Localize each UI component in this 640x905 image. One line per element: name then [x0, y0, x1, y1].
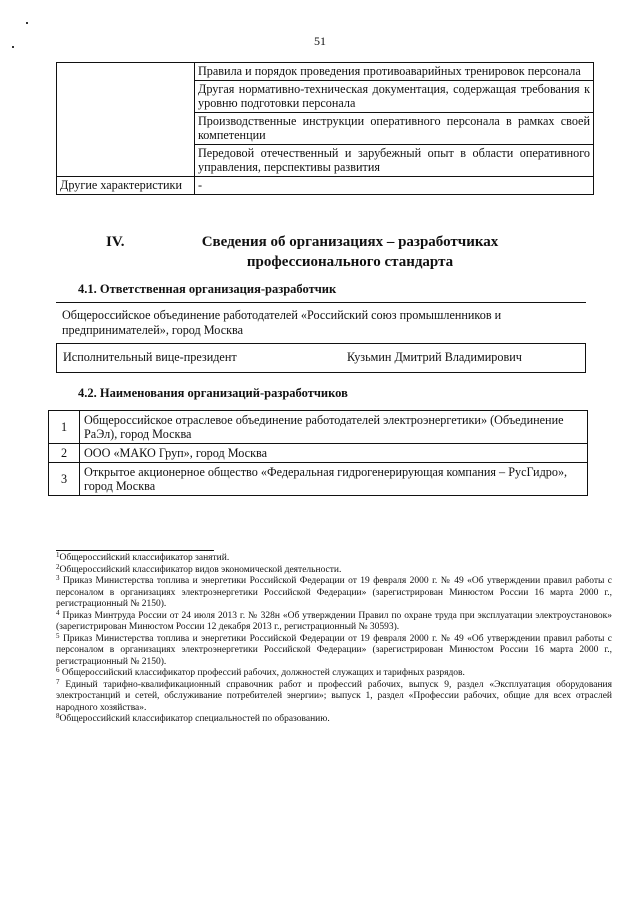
footnote-mark: 7 — [56, 677, 60, 686]
footnote-divider — [56, 550, 214, 551]
footnote-mark: 4 — [56, 608, 60, 617]
qualification-table — [56, 62, 594, 195]
table-row — [49, 444, 588, 463]
developer-name: Открытое акционерное общество «Федеральная гидрогенерирующая компания – РусГидро», город Москва — [80, 463, 588, 496]
responsible-signatory — [56, 343, 586, 373]
footnote — [56, 576, 612, 611]
footnote — [56, 608, 612, 634]
section-title — [60, 232, 600, 272]
footnote-mark: 8 — [56, 712, 60, 720]
table-cell-right: Правила и порядок проведения противоаварийных тренировок персонала — [195, 63, 594, 81]
footnote-mark: 3 — [56, 574, 60, 582]
developer-name: Общероссийское отраслевое объединение работодателей электроэнергетики» (Объединение РаЭл), город Москва — [80, 411, 588, 444]
table-cell-right: Другая нормативно-техническая документация, содержащая требования к уровню подготовки персонала — [195, 81, 594, 113]
footnote-text: Общероссийский классификатор занятий. — [59, 553, 230, 563]
footnote-mark: 5 — [56, 631, 60, 640]
responsible-heading: 4.1. Ответственная организация-разработчик — [78, 282, 337, 296]
footnote-text: Приказ Минтруда России от 24 июля 2013 г. № 328н «Об утверждении Правил по охране труда при эксплуатации электроустановок» (зарегистрирован Минюстом России 12 декабря 2013 г., регистрационный № 30593). — [56, 610, 612, 632]
footnote — [56, 677, 613, 715]
footnote — [56, 553, 612, 565]
page-number: 51 — [314, 34, 326, 48]
signatory-name: Кузьмин Дмитрий Владимирович — [347, 350, 522, 364]
footnotes — [56, 553, 612, 726]
other-characteristics-label: Другие характеристики — [57, 177, 195, 195]
section-heading-text: Сведения об организациях – разработчиках профессионального стандарта — [201, 234, 499, 270]
footnote-mark: 1 — [56, 551, 60, 559]
section-number: IV. — [106, 234, 125, 250]
developers-table — [48, 410, 588, 496]
developer-name: ООО «МАКО Груп», город Москва — [80, 444, 588, 463]
footnote-text: Единый тарифно-квалификационный справочник работ и профессий рабочих, выпуск 9, раздел «Эксплуатация оборудования электростанций и сетей, обслуживание потребителей энергии»; выпуск 1, раздел «Профессии рабочих, общие для всех отраслей народного хозяйства». — [56, 679, 613, 713]
footnote — [56, 668, 612, 680]
table-cell-left — [57, 63, 195, 177]
table-row — [57, 63, 594, 81]
table-row — [49, 463, 588, 496]
footnote — [56, 562, 612, 577]
scan-speck — [26, 22, 28, 24]
table-row — [49, 411, 588, 444]
developer-number: 3 — [49, 463, 80, 496]
table-cell-right: Производственные инструкции оперативного персонала в рамках своей компетенции — [195, 113, 594, 145]
footnote — [56, 631, 613, 669]
developer-number: 1 — [49, 411, 80, 444]
developer-number: 2 — [49, 444, 80, 463]
footnote-text: Общероссийский классификатор специальностей по образованию. — [59, 714, 330, 724]
footnote-text: Общероссийский классификатор профессий рабочих, должностей служащих и тарифных разрядов. — [61, 668, 465, 678]
signatory-position: Исполнительный вице-президент — [63, 350, 237, 364]
developers-heading: 4.2. Наименования организаций-разработчиков — [78, 386, 348, 400]
footnote-mark: 2 — [56, 562, 60, 571]
footnote-mark: 6 — [56, 666, 60, 674]
table-cell-right: Передовой отечественный и зарубежный опыт в области оперативного управления, перспективы развития — [195, 145, 594, 177]
footnote — [56, 714, 612, 726]
footnote-text: Приказ Министерства топлива и энергетики Российской Федерации от 19 февраля 2000 г. № 49 «Об утверждении правил работы с персоналом в организациях электроэнергетики Российской Федерации» (зарегистрирован Минюстом России 16 марта 2000 г., регистрационный № 2150). — [56, 576, 613, 609]
other-characteristics-value: - — [195, 177, 594, 195]
responsible-organization: Общероссийское объединение работодателей «Российский союз промышленников и предпринимателей», город Москва — [56, 302, 586, 344]
table-row-other — [57, 177, 594, 195]
footnote-text: Общероссийский классификатор видов экономической деятельности. — [59, 564, 342, 575]
footnote-text: Приказ Министерства топлива и энергетики Российской Федерации от 19 февраля 2000 г. № 49 «Об утверждении правил работы с персоналом в организациях электроэнергетики Российской Федерации» (зарегистрирован Минюстом России 16 марта 2000 г., регистрационный № 2150). — [56, 633, 613, 667]
